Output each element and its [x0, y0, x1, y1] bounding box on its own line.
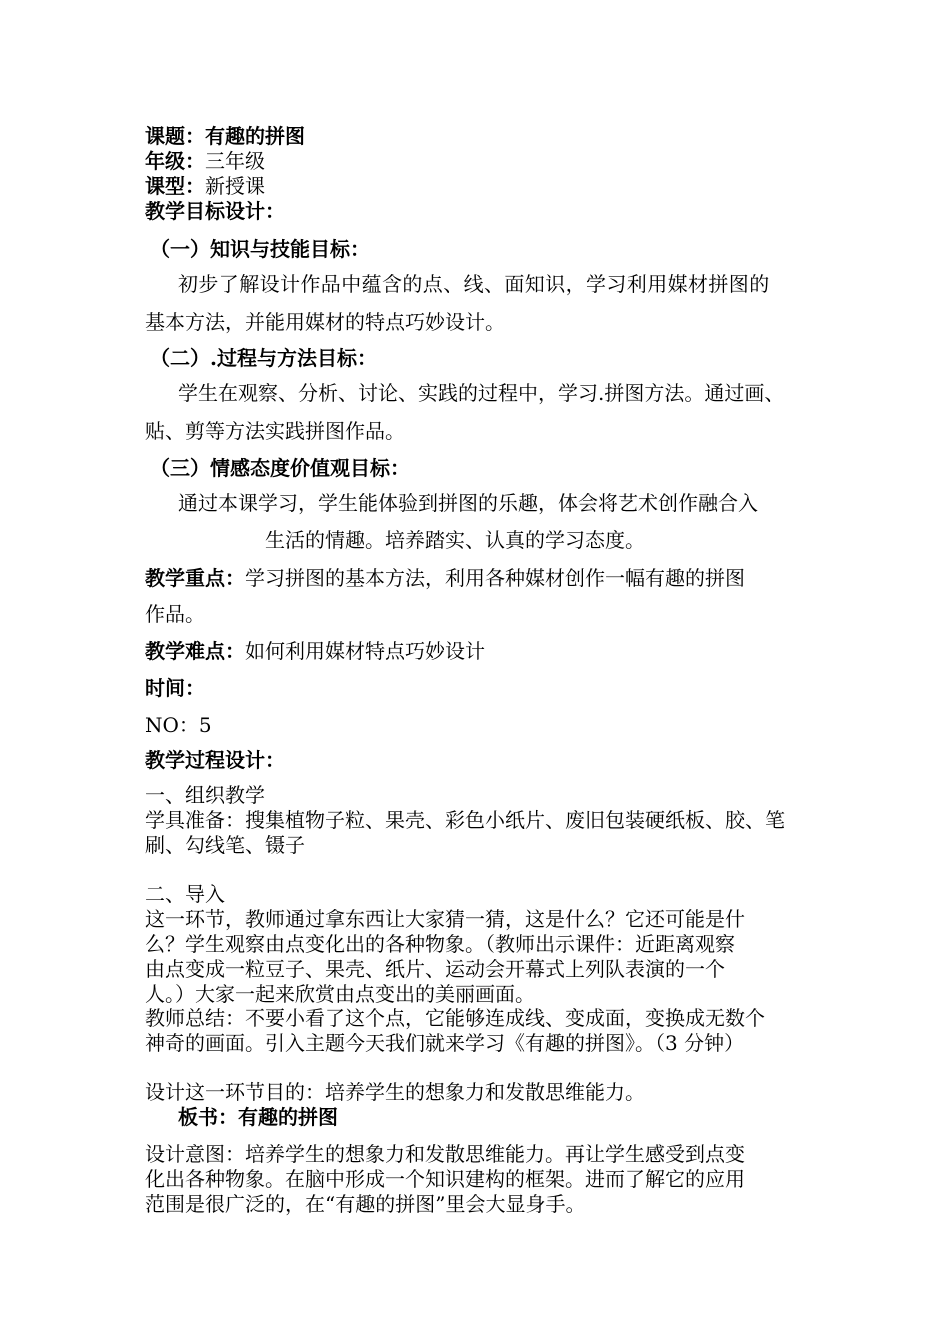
focus-line-2: 作品。 [145, 602, 205, 626]
type-value: 新授课 [205, 174, 265, 198]
no-label: NO： [145, 713, 199, 737]
goal-1-line-1: 初步了解设计作品中蕴含的点、线、面知识，学习利用媒材拼图的 [178, 272, 770, 296]
type-label: 课型： [145, 174, 205, 198]
difficulty-label: 教学难点： [145, 639, 245, 663]
board-label: 板书： [178, 1105, 238, 1129]
goal-2-line-1: 学生在观察、分析、讨论、实践的过程中，学习.拼图方法。通过画、 [178, 381, 785, 405]
goal-1-line-2: 基本方法，并能用媒材的特点巧妙设计。 [145, 310, 505, 334]
focus-label: 教学重点： [145, 566, 245, 590]
section-1-line-2: 刷、勾线笔、镊子 [145, 833, 305, 857]
difficulty-text: 如何利用媒材特点巧妙设计 [245, 639, 485, 663]
board-value: 有趣的拼图 [238, 1105, 338, 1129]
section-2-line-1: 这一环节，教师通过拿东西让大家猜一猜，这是什么？它还可能是什 [145, 907, 745, 931]
goal-3-title: （三）情感态度价值观目标： [150, 456, 410, 480]
grade-line [145, 149, 265, 173]
section-2-line-6: 神奇的画面。引入主题今天我们就来学习《有趣的拼图》。（3 分钟） [145, 1031, 745, 1055]
focus-text: 学习拼图的基本方法，利用各种媒材创作一幅有趣的拼图 [245, 566, 745, 590]
section-2-line-4: 人。）大家一起来欣赏由点变出的美丽画面。 [145, 982, 535, 1006]
topic-label: 课题： [145, 124, 205, 148]
intent-line-1: 设计意图：培养学生的想象力和发散思维能力。再让学生感受到点变 [145, 1142, 745, 1166]
type-line [145, 174, 265, 198]
grade-value: 三年级 [205, 149, 265, 173]
purpose-line: 设计这一环节目的：培养学生的想象力和发散思维能力。 [145, 1080, 645, 1104]
goals-title: 教学目标设计： [145, 199, 285, 223]
section-2-line-5: 教师总结：不要小看了这个点，它能够连成线、变成面，变换成无数个 [145, 1006, 765, 1030]
no-line [145, 713, 212, 737]
grade-label: 年级： [145, 149, 205, 173]
topic-line [145, 124, 305, 148]
time-line: 时间： [145, 676, 205, 700]
difficulty-line [145, 639, 485, 663]
goal-2-title: （二）.过程与方法目标： [150, 346, 377, 370]
goal-1-title: （一）知识与技能目标： [150, 237, 370, 261]
process-title: 教学过程设计： [145, 748, 285, 772]
section-2-line-2: 么？学生观察由点变化出的各种物象。（教师出示课件：近距离观察 [145, 932, 735, 956]
board-line [178, 1105, 338, 1129]
section-1-title: 一、组织教学 [145, 783, 265, 807]
section-2-line-3: 由点变成一粒豆子、果壳、纸片、运动会开幕式上列队表演的一个 [145, 957, 725, 981]
section-2-title: 二、导入 [145, 882, 225, 906]
no-value: 5 [198, 713, 212, 737]
goal-2-line-2: 贴、剪等方法实践拼图作品。 [145, 419, 405, 443]
goal-3-line-1: 通过本课学习，学生能体验到拼图的乐趣，体会将艺术创作融合入 [178, 491, 758, 515]
section-1-line-1: 学具准备：搜集植物子粒、果壳、彩色小纸片、废旧包装硬纸板、胶、笔 [145, 808, 785, 832]
focus-line-1 [145, 566, 745, 590]
intent-line-2: 化出各种物象。在脑中形成一个知识建构的框架。进而了解它的应用 [145, 1167, 745, 1191]
intent-line-3: 范围是很广泛的，在“有趣的拼图”里会大显身手。 [145, 1192, 586, 1216]
topic-value: 有趣的拼图 [205, 124, 305, 148]
goal-3-line-2: 生活的情趣。培养踏实、认真的学习态度。 [265, 528, 645, 552]
